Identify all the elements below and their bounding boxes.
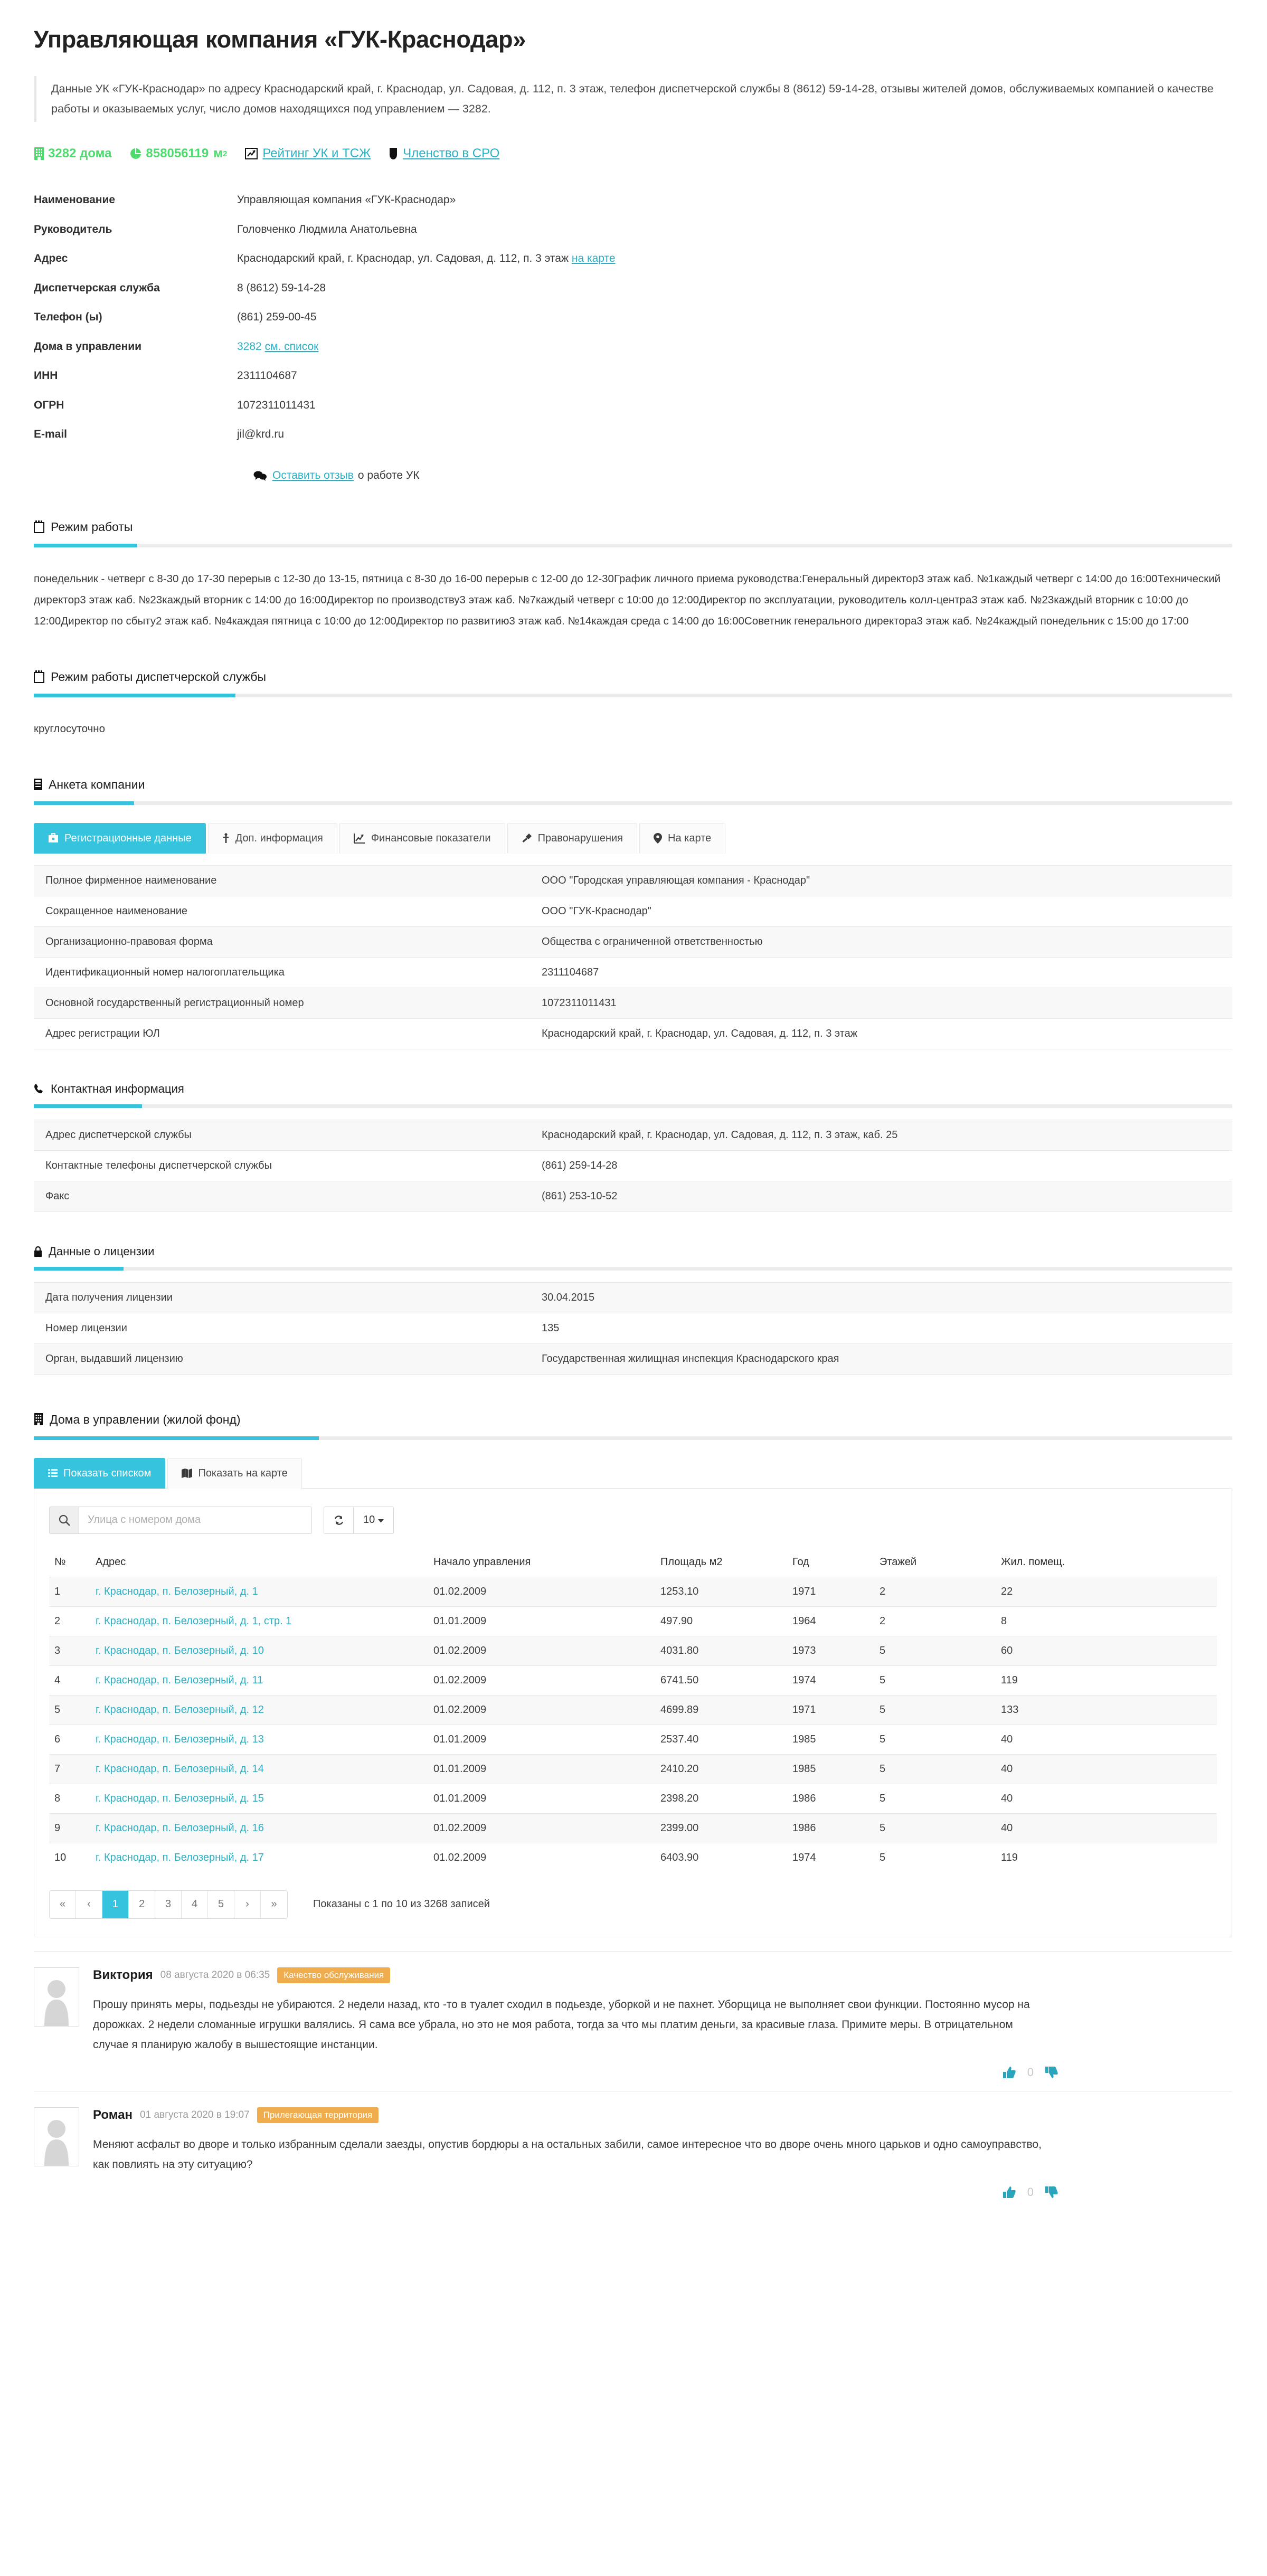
info-label: Диспетчерская служба: [34, 281, 160, 294]
rating-link[interactable]: Рейтинг УК и ТСЖ: [262, 146, 371, 161]
reviews-list: [34, 1951, 1232, 2211]
cell-rooms: 40: [1001, 1763, 1013, 1775]
info-row: [34, 338, 1232, 355]
building-icon: [34, 1413, 43, 1426]
review-body: [93, 2107, 1232, 2199]
info-value-houses: [237, 338, 318, 355]
review-author: Виктория: [93, 1967, 153, 1982]
cell-start: 01.02.2009: [433, 1822, 487, 1834]
section-rule: [34, 1267, 1232, 1271]
cell-floors: 5: [880, 1733, 886, 1745]
info-label: ИНН: [34, 370, 58, 382]
lock-icon: [34, 1246, 42, 1257]
cell-floors: 5: [880, 1851, 886, 1863]
tab-label: Показать на карте: [198, 1467, 288, 1479]
section-houses-header: [34, 1413, 1232, 1427]
registration-data-table: [34, 865, 1232, 1049]
tab-on-map[interactable]: [639, 823, 725, 854]
cell-rooms: 40: [1001, 1792, 1013, 1804]
page-first[interactable]: «: [50, 1891, 76, 1918]
chevron-down-icon: [378, 1514, 384, 1526]
stat-houses: [34, 146, 111, 161]
cell-year: 1974: [792, 1851, 816, 1863]
review-item: [34, 1951, 1232, 2091]
vote-count: 0: [1027, 2065, 1034, 2079]
rating-link-wrap[interactable]: [245, 146, 371, 161]
cell-year: 1986: [792, 1822, 816, 1834]
cell-year: 1986: [792, 1792, 816, 1804]
cell-rooms: 119: [1001, 1674, 1018, 1686]
info-row: [34, 367, 1232, 384]
pie-chart-icon: [129, 147, 142, 160]
house-link[interactable]: г. Краснодар, п. Белозерный, д. 15: [96, 1792, 264, 1804]
info-value: jil@krd.ru: [237, 428, 284, 441]
section-houses: [34, 1413, 1232, 1937]
page-1[interactable]: 1: [102, 1891, 129, 1918]
review-votes: [93, 2066, 1232, 2079]
review-date: 01 августа 2020 в 19:07: [140, 2109, 250, 2121]
cell-start: 01.01.2009: [433, 1615, 487, 1627]
thumbs-down-icon[interactable]: [1045, 2186, 1058, 2199]
license-title: Данные о лицензии: [49, 1244, 155, 1258]
cell-number: 5: [54, 1703, 61, 1716]
tab-registration-data[interactable]: [34, 823, 206, 854]
page-last[interactable]: »: [261, 1891, 287, 1918]
section-dispatch-title: Режим работы диспетчерской службы: [51, 669, 267, 684]
cell-rooms: 40: [1001, 1733, 1013, 1745]
page-size-value: 10: [363, 1514, 375, 1526]
cell-year: 1971: [792, 1585, 816, 1597]
avatar: [34, 1967, 79, 2026]
house-link[interactable]: г. Краснодар, п. Белозерный, д. 1, стр. 1: [96, 1615, 292, 1627]
kv-key: Орган, выдавший лицензию: [45, 1352, 183, 1365]
info-row: [34, 192, 1232, 209]
cell-area: 4031.80: [660, 1644, 699, 1656]
section-rule: [34, 694, 1232, 697]
stat-area: [129, 146, 227, 161]
table-row: [34, 896, 1232, 926]
calendar-icon: [34, 520, 44, 533]
kv-key: Адрес регистрации ЮЛ: [45, 1027, 160, 1039]
cell-address[interactable]: [90, 1606, 428, 1636]
cell-area: 497.90: [660, 1615, 693, 1627]
houses-table: [49, 1552, 1217, 1872]
kv-value: 1072311011431: [542, 997, 617, 1009]
info-row: [34, 250, 1232, 267]
contact-info-table: [34, 1120, 1232, 1211]
kv-value: (861) 253-10-52: [542, 1190, 618, 1202]
cell-number: 3: [54, 1644, 61, 1656]
vote-count: 0: [1027, 2185, 1034, 2199]
tab-financial-indicators[interactable]: [339, 823, 505, 854]
sro-link[interactable]: Членство в СРО: [403, 146, 500, 161]
schedule-text: понедельник - четверг с 8-30 до 17-30 перерыв с 12-30 до 13-15, пятница с 8-30 до 16-00 перерыв с 12-00 до 12-30График личного приема руководства:Генеральный директор3 этаж каб. №1каждый четверг с 14:00 до 16:00Технический директор3 этаж каб. №23каждый вторник с 14:00 до 16:00Директор по производству3 этаж каб. №7каждый четверг с 10:00 до 12:00Директор по эксплуатации, руководитель колл-центра3 этаж каб. №23каждый вторник с 10:00 до 12:00Директор по сбыту2 этаж каб. №4каждая пятница с 10:00 до 12:00Директор по развитию3 этаж каб. №14каждая среда с 14:00 до 16:00Советник генерального директора3 этаж каб. №24каждый понедельник с 15:00 до 17:00: [34, 572, 1221, 627]
house-link[interactable]: г. Краснодар, п. Белозерный, д. 11: [96, 1674, 263, 1686]
review-tag: Качество обслуживания: [277, 1967, 390, 1984]
col-rooms: Жил. помещ.: [1001, 1556, 1065, 1568]
shield-icon: [389, 147, 398, 160]
kv-key: Контактные телефоны диспетчерской службы: [45, 1159, 272, 1171]
cell-number: 6: [54, 1733, 61, 1745]
cell-floors: 2: [880, 1585, 886, 1597]
cell-address[interactable]: [90, 1577, 428, 1606]
section-schedule-header: [34, 520, 1232, 534]
info-row: [34, 426, 1232, 443]
cell-address[interactable]: [90, 1754, 428, 1784]
kv-key: Организационно-правовая форма: [45, 935, 213, 948]
review-tag: Прилегающая территория: [257, 2107, 379, 2124]
section-rule: [34, 801, 1232, 805]
page-2[interactable]: 2: [129, 1891, 155, 1918]
registration-table-wrap: [34, 865, 1232, 1049]
houses-panel: [34, 1488, 1232, 1937]
chart-line-icon: [354, 833, 365, 844]
table-row: [34, 926, 1232, 957]
cell-year: 1985: [792, 1763, 816, 1775]
cell-number: 2: [54, 1615, 61, 1627]
page-5[interactable]: 5: [208, 1891, 234, 1918]
info-label: ОГРН: [34, 399, 64, 411]
info-label: Телефон (ы): [34, 311, 102, 324]
cell-rooms: 133: [1001, 1703, 1019, 1716]
cell-area: 2399.00: [660, 1822, 699, 1834]
review-body: [93, 1967, 1232, 2079]
thumbs-up-icon[interactable]: [1003, 2066, 1016, 2079]
tab-label: Показать списком: [63, 1467, 152, 1479]
kv-key: Полное фирменное наименование: [45, 874, 217, 886]
table-row: [34, 1150, 1232, 1181]
section-anketa-title: Анкета компании: [49, 777, 145, 791]
building-icon: [34, 147, 44, 160]
cell-address[interactable]: [90, 1665, 428, 1695]
kv-value: 30.04.2015: [542, 1291, 595, 1303]
col-start: Начало управления: [433, 1556, 531, 1568]
page-3[interactable]: 3: [155, 1891, 182, 1918]
clipboard-icon: [34, 778, 42, 791]
cell-year: 1964: [792, 1615, 816, 1627]
review-header: [93, 2107, 1232, 2124]
kv-value: Краснодарский край, г. Краснодар, ул. Садовая, д. 112, п. 3 этаж, каб. 25: [542, 1129, 898, 1141]
tab-label: Доп. информация: [235, 832, 323, 844]
cell-number: 4: [54, 1674, 61, 1686]
review-item: [34, 2091, 1232, 2211]
info-row: [34, 221, 1232, 238]
stats-row: [34, 146, 1267, 161]
cell-area: 6403.90: [660, 1851, 699, 1863]
refresh-button[interactable]: [324, 1507, 354, 1533]
tab-violations[interactable]: [507, 823, 637, 854]
tab-label: На карте: [668, 832, 712, 844]
table-row: [34, 988, 1232, 1018]
kv-value: (861) 259-14-28: [542, 1159, 618, 1171]
tab-label: Правонарушения: [537, 832, 623, 844]
table-row: [34, 1120, 1232, 1150]
info-value: (861) 259-00-45: [237, 311, 317, 324]
table-row: [49, 1843, 1217, 1872]
cell-area: 4699.89: [660, 1703, 699, 1716]
review-text: Меняют асфальт во дворе и только избранным сделали заезды, опустив бордюры а на остальных забили, самое интересное что во дворе очень много царьков и одно самоуправство, как повлиять на эту ситуацию?: [93, 2138, 1042, 2171]
house-link[interactable]: г. Краснодар, п. Белозерный, д. 16: [96, 1822, 264, 1834]
house-link[interactable]: г. Краснодар, п. Белозерный, д. 1: [96, 1585, 258, 1597]
houses-count: 3282: [237, 340, 262, 353]
table-row: [34, 1313, 1232, 1343]
review-author: Роман: [93, 2108, 133, 2123]
cell-rooms: 8: [1001, 1615, 1007, 1627]
review-header: [93, 1967, 1232, 1984]
cell-year: 1974: [792, 1674, 816, 1686]
contact-info-header: [34, 1082, 1232, 1096]
info-label: Адрес: [34, 252, 68, 265]
cell-address[interactable]: [90, 1843, 428, 1872]
table-row: [34, 1018, 1232, 1049]
table-row: [49, 1695, 1217, 1725]
cell-start: 01.02.2009: [433, 1851, 487, 1863]
tab-label: Финансовые показатели: [371, 832, 491, 844]
pagination-info: Показаны с 1 по 10 из 3268 записей: [313, 1898, 490, 1910]
cell-floors: 5: [880, 1763, 886, 1775]
cell-floors: 5: [880, 1644, 886, 1656]
review-text: Прошу принять меры, подьезды не убираются. 2 недели назад, кто -то в туалет сходил в подьезде, уборкой и не пахнет. Уборщица не выполняет свои функции. Постоянно мусор на дорожках. 2 недели сломанные игрушки валялись. Я сама все убрала, но это не моя работа, тогда за что мы платим деньги, за красивые глаза. Примите меры. В отрицательном случае я планирую жалобу в вышестоящие инстанции.: [93, 1999, 1030, 2051]
info-label: Руководитель: [34, 223, 112, 235]
cell-year: 1971: [792, 1703, 816, 1716]
col-area: Площадь м2: [660, 1556, 723, 1568]
thumbs-down-icon[interactable]: [1045, 2066, 1058, 2079]
list-icon: [48, 1469, 58, 1478]
house-link[interactable]: г. Краснодар, п. Белозерный, д. 12: [96, 1703, 264, 1716]
info-row: [34, 309, 1232, 326]
table-row: [34, 865, 1232, 896]
cell-floors: 5: [880, 1674, 886, 1686]
col-number: №: [54, 1556, 66, 1568]
dispatch-schedule-text: круглосуточно: [34, 722, 106, 735]
cell-number: 10: [54, 1851, 67, 1863]
cell-address[interactable]: [90, 1636, 428, 1665]
info-label: Дома в управлении: [34, 340, 142, 353]
cell-year: 1973: [792, 1644, 816, 1656]
kv-key: Идентификационный номер налогоплательщика: [45, 966, 285, 978]
section-anketa: [34, 778, 1232, 1375]
cell-start: 01.01.2009: [433, 1763, 487, 1775]
section-rule: [34, 544, 1232, 547]
kv-value: ООО "ГУК-Краснодар": [542, 905, 651, 917]
tab-show-map[interactable]: [167, 1458, 301, 1489]
kv-value: Краснодарский край, г. Краснодар, ул. Садовая, д. 112, п. 3 этаж: [542, 1027, 858, 1039]
cell-number: 1: [54, 1585, 61, 1597]
house-link[interactable]: г. Краснодар, п. Белозерный, д. 14: [96, 1763, 264, 1775]
col-address: Адрес: [96, 1556, 126, 1568]
contact-table-wrap: [34, 1120, 1232, 1212]
section-rule: [34, 1104, 1232, 1108]
pagination: [49, 1890, 288, 1919]
cell-rooms: 40: [1001, 1822, 1013, 1834]
info-row: [34, 280, 1232, 297]
col-year: Год: [792, 1556, 809, 1568]
cell-start: 01.02.2009: [433, 1703, 487, 1716]
sro-link-wrap[interactable]: [389, 146, 499, 161]
briefcase-icon: [48, 833, 59, 844]
section-anketa-header: [34, 778, 1232, 792]
stat-houses-label: 3282 дома: [48, 146, 112, 161]
page-prev[interactable]: ‹: [76, 1891, 102, 1918]
license-header: [34, 1245, 1232, 1258]
cell-start: 01.02.2009: [433, 1674, 487, 1686]
table-row: [34, 1343, 1232, 1374]
cell-address[interactable]: [90, 1813, 428, 1843]
info-value: 1072311011431: [237, 399, 316, 411]
stat-area-sup: 2: [223, 149, 228, 158]
houses-header-row: [49, 1552, 1217, 1577]
leave-review-link[interactable]: Оставить отзыв: [272, 469, 354, 481]
section-dispatch-schedule: [34, 670, 1232, 740]
cell-start: 01.02.2009: [433, 1644, 487, 1656]
col-floors: Этажей: [880, 1556, 917, 1568]
houses-tabs: [34, 1458, 1232, 1489]
calendar-icon: [34, 670, 44, 683]
cell-floors: 5: [880, 1822, 886, 1834]
company-info-table: [34, 192, 1232, 443]
house-link[interactable]: г. Краснодар, п. Белозерный, д. 13: [96, 1733, 264, 1745]
tab-additional-info[interactable]: [208, 823, 337, 854]
gavel-icon: [522, 833, 532, 844]
cell-area: 6741.50: [660, 1674, 699, 1686]
tab-label: Регистрационные данные: [64, 832, 192, 844]
pagesize-group: [324, 1507, 394, 1534]
kv-key: Номер лицензии: [45, 1322, 127, 1334]
table-row: [34, 1181, 1232, 1211]
houses-table-head: [49, 1552, 1217, 1577]
table-row: [49, 1754, 1217, 1784]
info-value: Головченко Людмила Анатольевна: [237, 223, 417, 235]
kv-value: Государственная жилищная инспекция Краснодарского края: [542, 1352, 839, 1365]
info-row: [34, 397, 1232, 414]
contact-info-title: Контактная информация: [51, 1082, 184, 1095]
houses-panel-inner: [34, 1489, 1232, 1919]
cell-area: 2537.40: [660, 1733, 699, 1745]
info-value: 8 (8612) 59-14-28: [237, 281, 326, 294]
cell-area: 1253.10: [660, 1585, 699, 1597]
table-row: [49, 1606, 1217, 1636]
kv-value: 2311104687: [542, 966, 599, 978]
house-link[interactable]: г. Краснодар, п. Белозерный, д. 10: [96, 1644, 264, 1656]
cell-address[interactable]: [90, 1725, 428, 1754]
info-value-address: [237, 250, 616, 267]
section-schedule-title: Режим работы: [51, 519, 133, 534]
leave-review-suffix: о работе УК: [357, 469, 420, 481]
license-data-table: [34, 1282, 1232, 1374]
kv-key: Основной государственный регистрационный номер: [45, 997, 304, 1009]
info-label: E-mail: [34, 428, 68, 441]
table-row: [34, 957, 1232, 988]
stat-area-value: 858056119: [146, 146, 209, 161]
section-dispatch-header: [34, 670, 1232, 684]
license-table-wrap: [34, 1282, 1232, 1375]
table-row: [49, 1725, 1217, 1754]
comments-icon: [253, 470, 267, 481]
lead-blockquote: [34, 76, 1232, 122]
person-icon: [222, 833, 230, 844]
kv-value: ООО "Городская управляющая компания - Краснодар": [542, 874, 810, 886]
avatar: [34, 2107, 79, 2166]
section-schedule: [34, 520, 1232, 632]
review-date: 08 августа 2020 в 06:35: [160, 1969, 270, 1981]
cell-rooms: 60: [1001, 1644, 1013, 1656]
cell-rooms: 119: [1001, 1851, 1018, 1863]
table-row: [49, 1784, 1217, 1813]
page-next[interactable]: ›: [234, 1891, 261, 1918]
table-row: [49, 1636, 1217, 1665]
kv-value: 135: [542, 1322, 560, 1334]
info-label: Наименование: [34, 194, 116, 206]
map-icon: [182, 1469, 192, 1478]
anketa-tabs: [34, 823, 1232, 854]
kv-key: Дата получения лицензии: [45, 1291, 173, 1303]
search-icon: [50, 1507, 79, 1533]
tab-show-list[interactable]: [34, 1458, 165, 1489]
cell-floors: 5: [880, 1703, 886, 1716]
page-4[interactable]: 4: [182, 1891, 208, 1918]
houses-toolbar: [49, 1507, 1217, 1534]
section-houses-title: Дома в управлении (жилой фонд): [50, 1412, 241, 1426]
lead-text: Данные УК «ГУК-Краснодар» по адресу Краснодарский край, г. Краснодар, ул. Садовая, д. 112, п. 3 этаж, телефон диспетчерской службы 8 (8612) 59-14-28, отзывы жителей домов, обслуживаемых компанией о качестве работы и оказываемых услуг, число домов находящихся под управлением — 3282.: [51, 82, 1214, 115]
address-text: Краснодарский край, г. Краснодар, ул. Садовая, д. 112, п. 3 этаж: [237, 252, 569, 265]
houses-search-group[interactable]: [49, 1507, 312, 1534]
table-row: [49, 1665, 1217, 1695]
info-value: 2311104687: [237, 370, 297, 382]
leave-review-row: [253, 469, 1267, 482]
see-list-link[interactable]: см. список: [264, 340, 319, 353]
thumbs-up-icon[interactable]: [1003, 2186, 1016, 2199]
cell-number: 8: [54, 1792, 61, 1804]
info-value: Управляющая компания «ГУК-Краснодар»: [237, 194, 456, 206]
cell-address[interactable]: [90, 1784, 428, 1813]
page-size-select[interactable]: [354, 1507, 393, 1533]
kv-key: Факс: [45, 1190, 70, 1202]
cell-rooms: 22: [1001, 1585, 1013, 1597]
kv-key: Сокращенное наименование: [45, 905, 188, 917]
table-row: [49, 1577, 1217, 1606]
houses-table-body: [49, 1577, 1217, 1872]
phone-icon: [34, 1084, 44, 1094]
section-rule: [34, 1436, 1232, 1440]
cell-floors: 2: [880, 1615, 886, 1627]
table-row: [34, 1282, 1232, 1313]
review-votes: [93, 2185, 1232, 2199]
cell-area: 2398.20: [660, 1792, 699, 1804]
cell-number: 9: [54, 1822, 61, 1834]
house-link[interactable]: г. Краснодар, п. Белозерный, д. 17: [96, 1851, 264, 1863]
cell-number: 7: [54, 1763, 61, 1775]
kv-key: Адрес диспетчерской службы: [45, 1129, 192, 1141]
stat-area-unit: м: [213, 146, 223, 161]
table-row: [49, 1813, 1217, 1843]
search-input[interactable]: [79, 1507, 311, 1533]
cell-start: 01.02.2009: [433, 1585, 487, 1597]
cell-floors: 5: [880, 1792, 886, 1804]
cell-area: 2410.20: [660, 1763, 699, 1775]
cell-start: 01.01.2009: [433, 1733, 487, 1745]
pagination-row: [49, 1890, 1217, 1919]
cell-year: 1985: [792, 1733, 816, 1745]
page-title: Управляющая компания «ГУК-Краснодар»: [34, 26, 526, 53]
cell-start: 01.01.2009: [433, 1792, 487, 1804]
cell-address[interactable]: [90, 1695, 428, 1725]
on-map-link[interactable]: на карте: [571, 252, 616, 265]
chart-line-icon: [245, 148, 258, 159]
kv-value: Общества с ограниченной ответственностью: [542, 935, 763, 948]
map-pin-icon: [654, 833, 662, 844]
